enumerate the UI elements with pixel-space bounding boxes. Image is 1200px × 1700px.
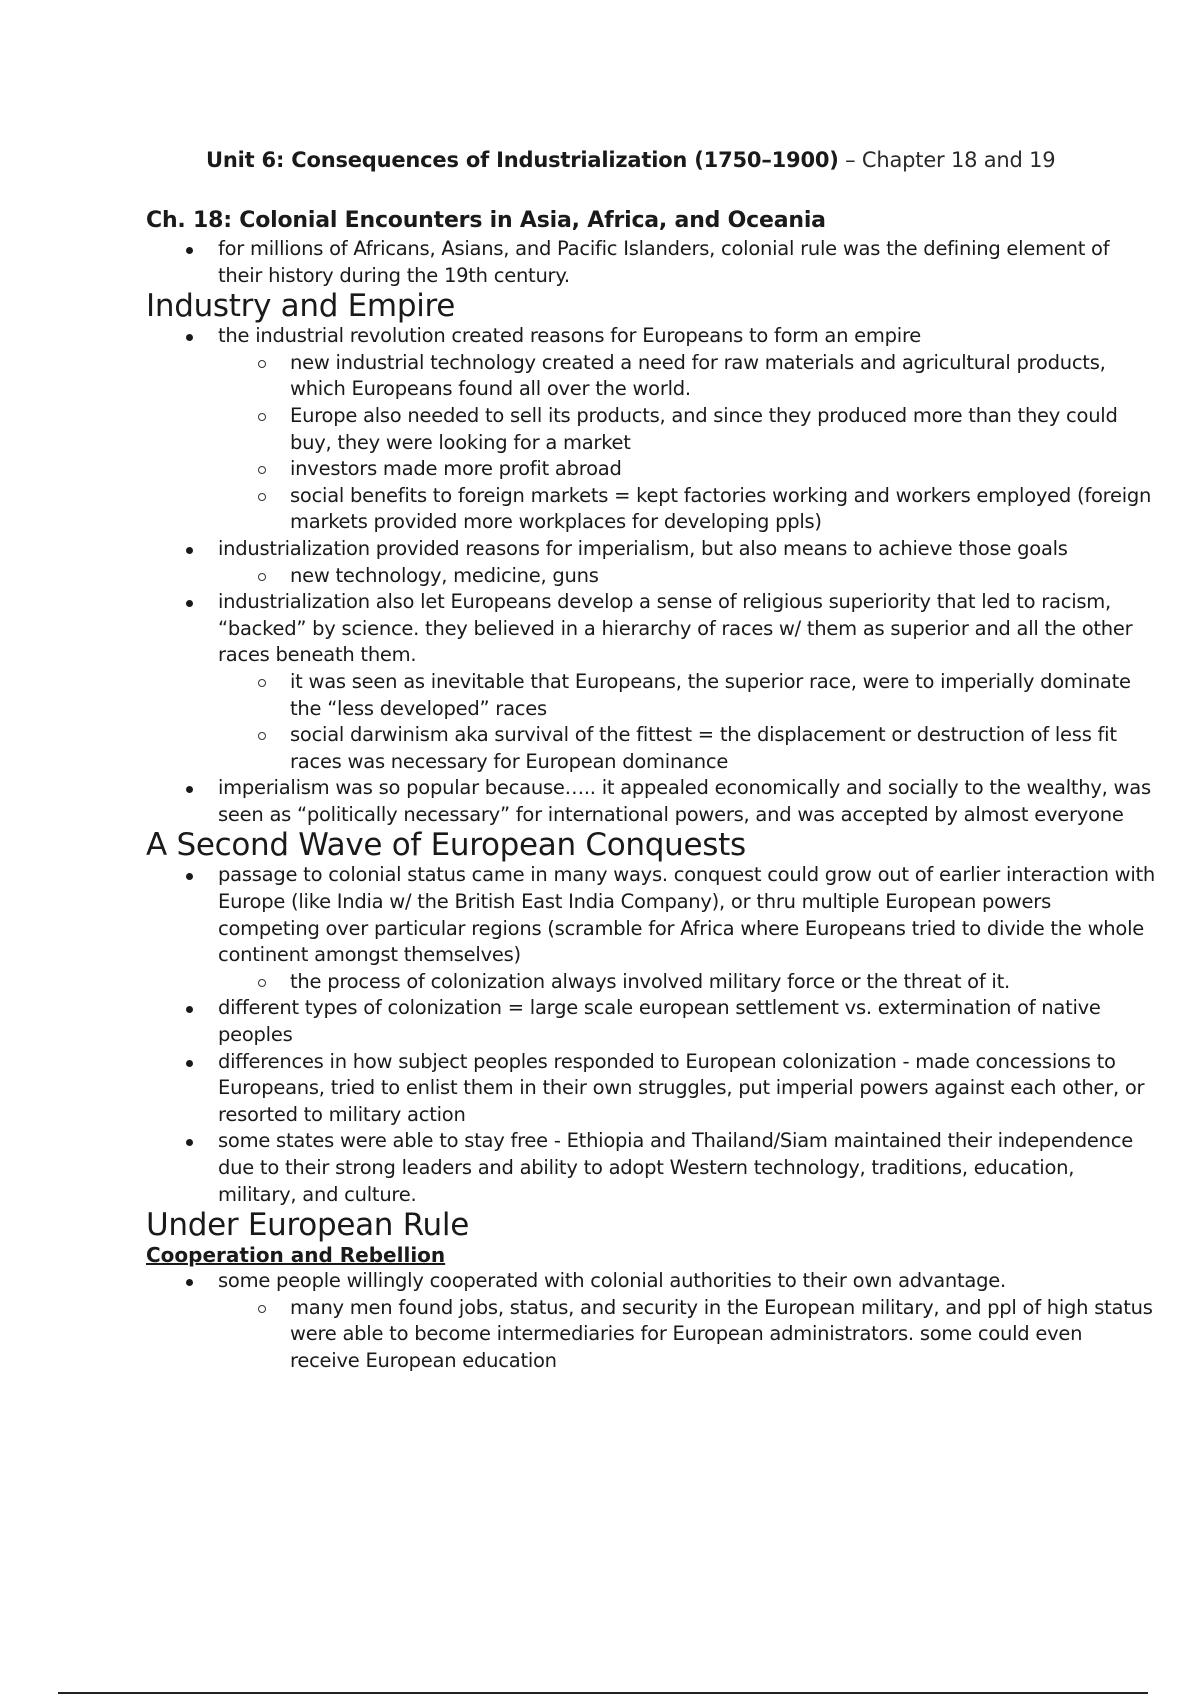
sub-bullet-text: the process of colonization always involved military force or the threat of it. [290, 969, 1010, 993]
list-item [146, 1049, 1156, 1129]
sub-list [218, 1295, 1156, 1375]
bullet-icon [186, 547, 193, 554]
bullet-icon [186, 334, 193, 341]
sub-bullet-text: many men found jobs, status, and security in the European military, and ppl of high status were able to become intermediaries for European administrators. some could even receive European education [290, 1295, 1153, 1372]
list-item [146, 536, 1156, 589]
sub-bullet-text: new industrial technology created a need for raw materials and agricultural products, which Europeans found all over the world. [290, 350, 1106, 401]
sub-list-item [146, 669, 1156, 722]
sub-list [218, 669, 1156, 775]
hollow-bullet-icon [258, 979, 266, 987]
bullet-icon [186, 786, 193, 793]
bullet-text: different types of colonization = large scale european settlement vs. extermination of native peoples [218, 996, 1101, 1047]
bullet-icon [186, 600, 193, 607]
sub-list-item [146, 483, 1156, 536]
list-item [146, 323, 1156, 536]
list-item [146, 995, 1156, 1048]
list-item [146, 1268, 1156, 1374]
bullet-text: some people willingly cooperated with colonial authorities to their own advantage. [218, 1269, 1006, 1293]
under-rule-list [146, 1268, 1156, 1374]
bullet-text: imperialism was so popular because….. it appealed economically and socially to the wealthy, was seen as “politically necessary” for international powers, and was accepted by almost everyone [218, 776, 1151, 826]
sub-bullet-text: social benefits to foreign markets = kept factories working and workers employed (foreign markets provided more workplaces for developing ppls) [290, 483, 1152, 534]
bullet-text: for millions of Africans, Asians, and Pacific Islanders, colonial rule was the defining element of their history during the 19th century. [218, 237, 1110, 287]
section-title-second-wave: A Second Wave of European Conquests [146, 827, 746, 864]
sub-list-item [146, 722, 1156, 775]
sub-list [218, 563, 1156, 590]
list-item [146, 236, 1156, 289]
bullet-icon [186, 1279, 193, 1286]
hollow-bullet-icon [258, 493, 266, 501]
chapter-intro-list [146, 236, 1156, 289]
hollow-bullet-icon [258, 1305, 266, 1313]
bullet-icon [186, 1060, 193, 1067]
bullet-text: industrialization also let Europeans develop a sense of religious superiority that led to racism, “backed” by science. they believed in a hierarchy of races w/ them as superior and all the other races beneath them. [218, 590, 1133, 667]
sub-bullet-text: it was seen as inevitable that Europeans, the superior race, were to imperially dominate the “less developed” races [290, 669, 1131, 720]
sub-list-item [146, 1295, 1156, 1375]
unit-title-main: Unit 6: Consequences of Industrialization (1750–1900) [206, 148, 839, 172]
sub-list-item [146, 456, 1156, 483]
section-title-under-european-rule: Under European Rule [146, 1207, 469, 1244]
chapter-title: Ch. 18: Colonial Encounters in Asia, Africa, and Oceania [146, 208, 826, 233]
hollow-bullet-icon [258, 413, 266, 421]
hollow-bullet-icon [258, 573, 266, 581]
bullet-icon [186, 1006, 193, 1013]
bullet-text: industrialization provided reasons for imperialism, but also means to achieve those goals [218, 536, 1068, 560]
sub-bullet-text: new technology, medicine, guns [290, 563, 599, 587]
notes-content [146, 206, 1156, 1375]
sub-list-item [146, 969, 1156, 996]
subsection-title-cooperation-and-rebellion: Cooperation and Rebellion [146, 1243, 446, 1268]
industry-list [146, 323, 1156, 828]
sub-bullet-text: Europe also needed to sell its products, and since they produced more than they could buy, they were looking for a market [290, 403, 1118, 454]
bullet-icon [186, 247, 193, 254]
unit-title [206, 146, 1055, 174]
hollow-bullet-icon [258, 466, 266, 474]
bullet-text: passage to colonial status came in many ways. conquest could grow out of earlier interaction with Europe (like India w/ the British East India Company), or thru multiple European powers competing over particular regions (scramble for Africa where Europeans tried to divide the whole continent amongst themselves) [218, 863, 1155, 967]
page-bottom-rule [58, 1692, 1148, 1694]
hollow-bullet-icon [258, 732, 266, 740]
list-item [146, 1128, 1156, 1208]
second-wave-list [146, 862, 1156, 1208]
bullet-text: the industrial revolution created reasons for Europeans to form an empire [218, 324, 922, 348]
sub-bullet-text: social darwinism aka survival of the fittest = the displacement or destruction of less fit races was necessary for European dominance [290, 723, 1117, 773]
sub-bullet-text: investors made more profit abroad [290, 457, 622, 481]
sub-list [218, 969, 1156, 996]
section-title-industry-and-empire: Industry and Empire [146, 288, 456, 325]
hollow-bullet-icon [258, 360, 266, 368]
list-item [146, 589, 1156, 775]
bullet-text: some states were able to stay free - Ethiopia and Thailand/Siam maintained their independence due to their strong leaders and ability to adopt Western technology, traditions, education, military, and culture. [218, 1129, 1133, 1206]
list-item [146, 775, 1156, 828]
bullet-text: differences in how subject peoples responded to European colonization - made concessions to Europeans, tried to enlist them in their own struggles, put imperial powers against each other, or resorted to military action [218, 1049, 1145, 1126]
sub-list-item [146, 563, 1156, 590]
list-item [146, 862, 1156, 995]
sub-list-item [146, 350, 1156, 403]
hollow-bullet-icon [258, 679, 266, 687]
bullet-icon [186, 1139, 193, 1146]
sub-list [218, 350, 1156, 536]
bullet-icon [186, 873, 193, 880]
sub-list-item [146, 403, 1156, 456]
unit-title-chapters: – Chapter 18 and 19 [838, 148, 1056, 172]
